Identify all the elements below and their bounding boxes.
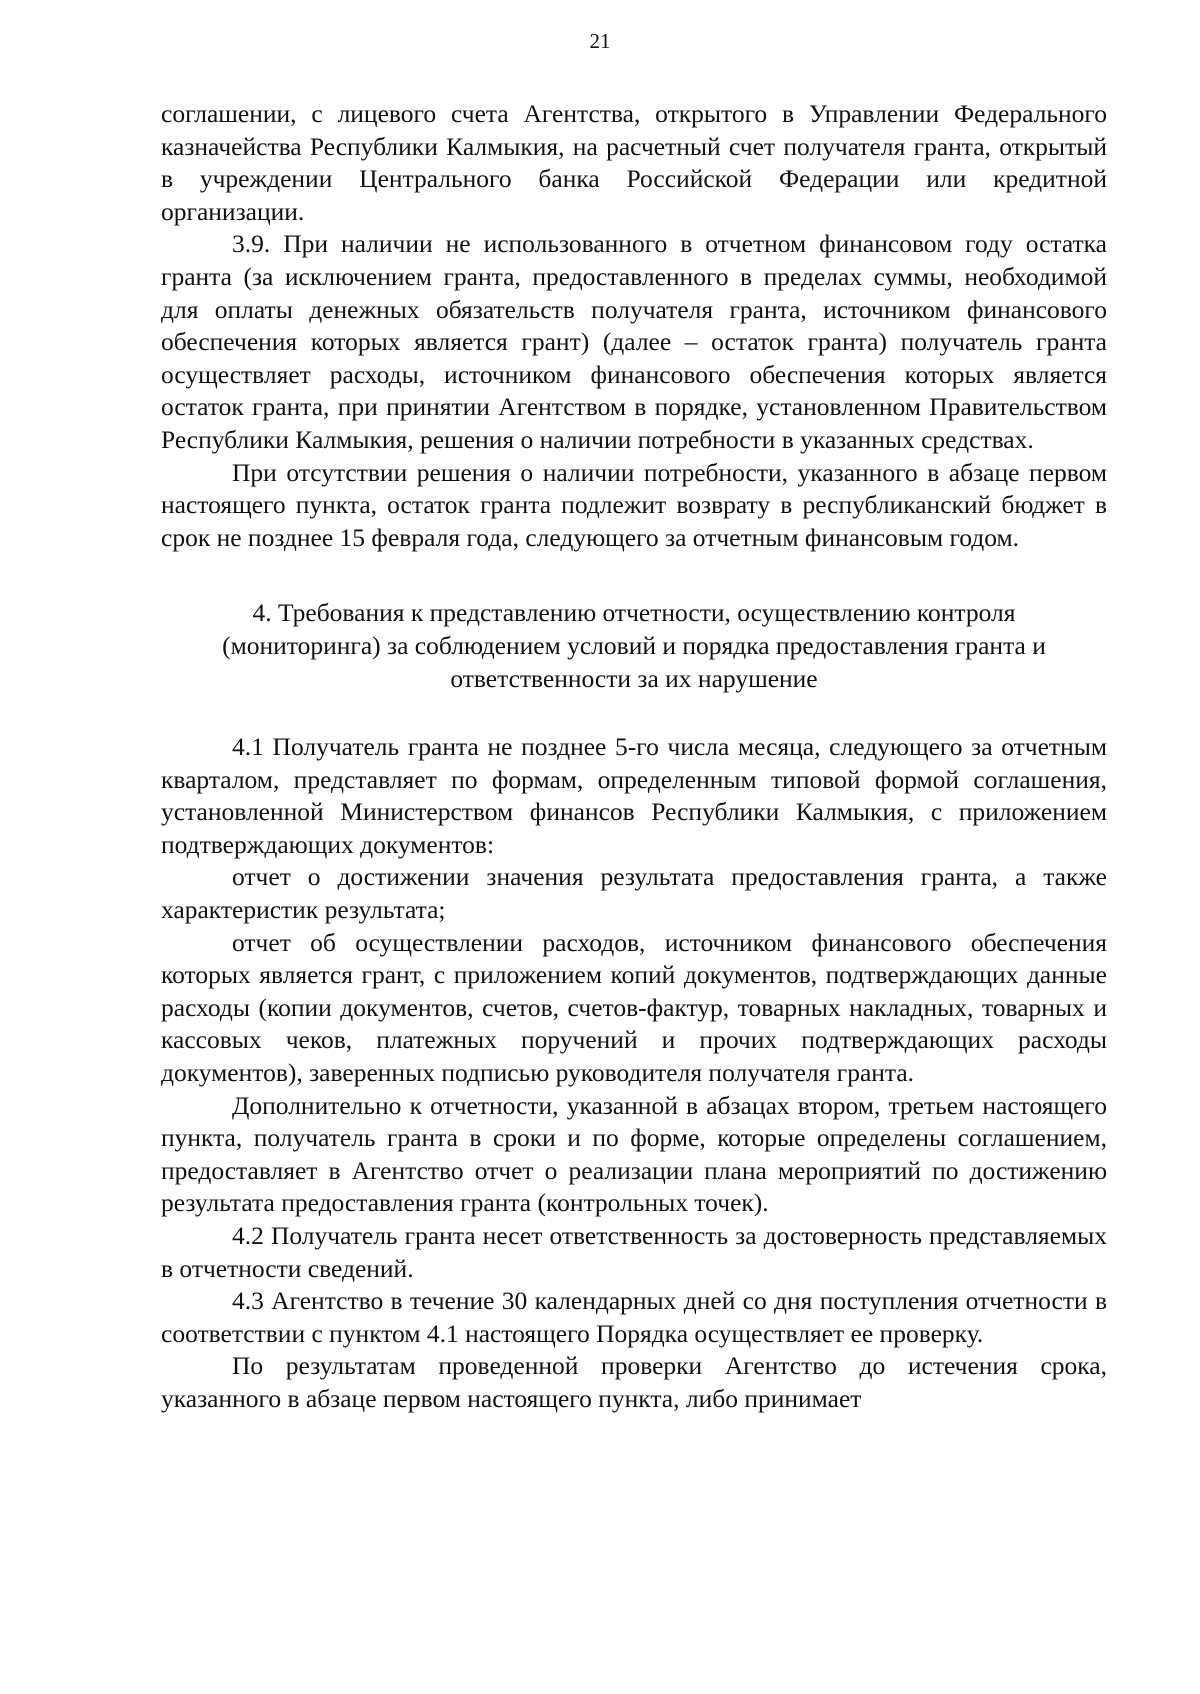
paragraph-4-3: 4.3 Агентство в течение 30 календарных дней со дня поступления отчетности в соответствии с пунктом 4.1 настоящего Порядка осуществляет ее проверку. [161, 1286, 1107, 1348]
paragraph-absence-of-decision: При отсутствии решения о наличии потребности, указанного в абзаце первом настоящего пункта, остаток гранта подлежит возврату в республиканский бюджет в срок не позднее 15 февраля года, следующего за отчетным финансовым годом. [161, 457, 1107, 552]
paragraph-check-results: По результатам проведенной проверки Агентство до истечения срока, указанного в абзаце первом настоящего пункта, либо принимает [161, 1351, 1107, 1413]
section-heading-line-3: ответственности за их нарушение [450, 663, 818, 693]
section-heading-line-1: 4. Требования к представлению отчетности, осуществлению контроля [252, 598, 1016, 628]
paragraph-4-2: 4.2 Получатель гранта несет ответственность за достоверность представляемых в отчетности сведений. [161, 1221, 1107, 1283]
document-body [161, 98, 1107, 1416]
paragraph-additional-reporting: Дополнительно к отчетности, указанной в абзацах втором, третьем настоящего пункта, получатель гранта в сроки и по форме, которые определены соглашением, предоставляет в Агентство отчет о реализации плана мероприятий по достижению результата предоставления гранта (контрольных точек). [161, 1090, 1107, 1218]
section-heading-line-2: (мониторинга) за соблюдением условий и порядка предоставления гранта и [222, 630, 1046, 660]
paragraph-3-9: 3.9. При наличии не использованного в отчетном финансовом году остатка гранта (за исключением гранта, предоставленного в пределах суммы, необходимой для оплаты денежных обязательств получателя гранта, источником финансового обеспечения которых является грант) (далее – остаток гранта) получатель гранта осуществляет расходы, источником финансового обеспечения которых является остаток гранта, при принятии Агентством в порядке, установленном Правительством Республики Калмыкия, решения о наличии потребности в указанных средствах. [161, 229, 1107, 454]
page-number: 21 [589, 29, 611, 53]
paragraph-continuation: соглашении, с лицевого счета Агентства, открытого в Управлении Федерального казначейства Республики Калмыкия, на расчетный счет получателя гранта, открытый в учреждении Центрального банка Российской Федерации или кредитной организации. [161, 99, 1107, 226]
paragraph-report-expenses: отчет об осуществлении расходов, источником финансового обеспечения которых является грант, с приложением копий документов, подтверждающих данные расходы (копии документов, счетов, счетов-фактур, товарных накладных, товарных и кассовых чеков, платежных поручений и прочих подтверждающих расходы документов), заверенных подписью руководителя получателя гранта. [161, 927, 1107, 1088]
section-heading [161, 597, 1107, 695]
paragraph-4-1: 4.1 Получатель гранта не позднее 5-го числа месяца, следующего за отчетным кварталом, представляет по формам, определенным типовой формой соглашения, установленной Министерством финансов Республики Калмыкия, с приложением подтверждающих документов: [161, 732, 1107, 859]
paragraph-report-result: отчет о достижении значения результата предоставления гранта, а также характеристик результата; [161, 862, 1107, 925]
